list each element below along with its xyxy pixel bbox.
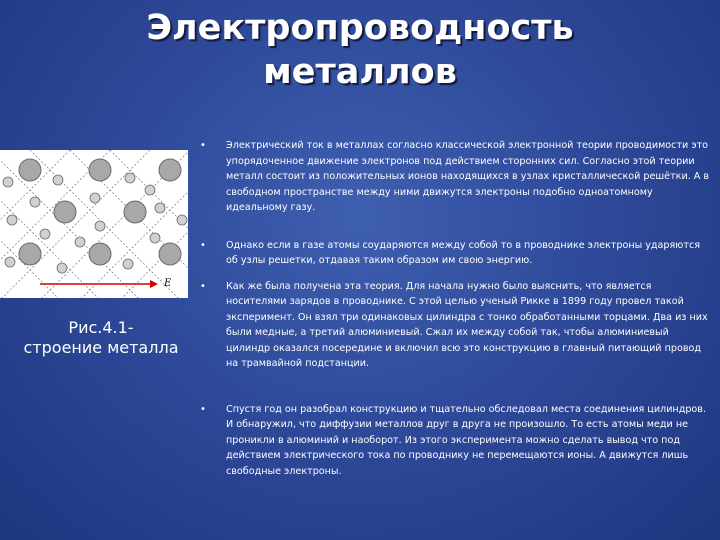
title-line-2: металлов — [263, 52, 457, 92]
list-item — [200, 138, 712, 216]
ion — [89, 159, 111, 181]
ion — [159, 243, 181, 265]
bullet-text: Спустя год он разобрал конструкцию и тщательно обследовал места соединения цилиндров. И обнаружил, что диффузии металлов друг в друга не произошло. То есть атомы меди не проникли в алюминий и наоборот. Из этого эксперимента можно сделать вывод что под действием электрического тока по проводнику не перемещаются ионы. А движутся лишь свободные электроны. — [226, 403, 706, 477]
list-item — [200, 279, 712, 372]
figure-caption — [6, 318, 196, 358]
bullet-marker: • — [200, 140, 206, 151]
ion — [19, 243, 41, 265]
bullet-marker: • — [200, 403, 206, 415]
metal-lattice-diagram — [0, 150, 188, 298]
bullet-text: Электрический ток в металлах согласно классической электронной теории проводимости это упорядоченное движение электронов под действием сторонних сил. Согласно этой теории металл состоит из положительных ионов находящихся в узлах кристаллической решётки. А в свободном пространстве между ними движутся электроны подобно одноатомному идеальному газу. — [226, 140, 710, 213]
bullet-text: Как же была получена эта теория. Для начала нужно было выяснить, что является носителями зарядов в проводнике. С этой целью ученый Рикке в 1899 году провел такой эксперимент. Он взял три одинаковых цилиндра с тонко обработанными торцами. Два из них были медные, а третий алюминиевый. Сжал их между собой так, чтобы алюминиевый цилиндр оказался посередине и включил всю это конструкцию в главный питающий провод на трамвайной подстанции. — [226, 280, 708, 369]
ion — [89, 243, 111, 265]
ion — [159, 159, 181, 181]
bullet-marker: • — [200, 239, 206, 251]
caption-line-1: Рис.4.1- — [68, 318, 134, 337]
ion — [54, 201, 76, 223]
caption-line-2: строение металла — [23, 338, 179, 357]
field-arrow-head — [150, 280, 158, 288]
ion — [124, 201, 146, 223]
field-symbol: E — [164, 278, 172, 289]
bullet-marker: • — [200, 280, 206, 292]
ion — [19, 159, 41, 181]
list-item — [200, 402, 712, 480]
bullet-text: Однако если в газе атомы соударяются между собой то в проводнике электроны ударяются об узлы решетки, отдавая таким образом им свою энергию. — [226, 239, 700, 266]
metal-structure-figure — [0, 150, 188, 298]
slide-title — [110, 6, 610, 94]
bullet-list — [200, 138, 712, 479]
list-item — [200, 238, 712, 269]
title-line-1: Электропроводность — [146, 8, 574, 48]
